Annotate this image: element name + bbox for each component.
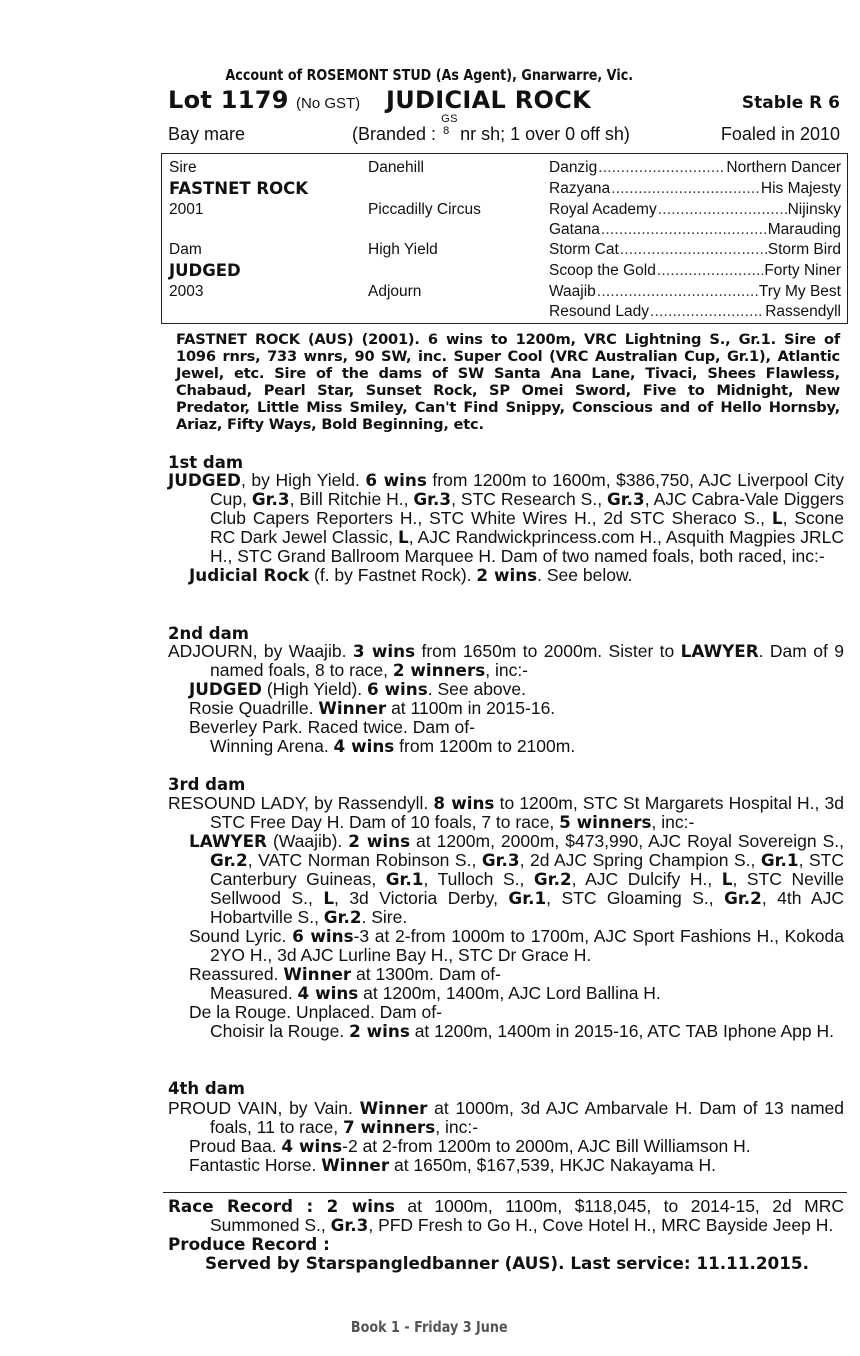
listed: L: [323, 888, 335, 908]
text: from 1200m to 1600m, $386,750, AJC Liverpool City Cup,: [210, 470, 844, 509]
progeny-entry: [168, 1022, 844, 1041]
text: (Waajib).: [266, 831, 349, 851]
text: (f. by Fastnet Rock).: [309, 565, 477, 585]
text: to 1200m, STC St Margarets Hospital H., 3d STC Free Day H. Dam of 10 foals, 7 to race,: [210, 793, 845, 832]
sire-dam: Piccadilly Circus: [368, 201, 481, 218]
consignor-line: Account of ROSEMONT STUD (As Agent), Gnarwarre, Vic.: [225, 66, 634, 84]
wins: Winner: [318, 698, 387, 718]
text: , by High Yield.: [240, 470, 366, 490]
produce-record-text: Served by Starspangledbanner (AUS). Last service: 11.11.2015.: [205, 1253, 809, 1273]
text: . Sire.: [361, 907, 408, 927]
g3-left: Royal Academy: [549, 201, 657, 218]
progeny-entry: [168, 1156, 844, 1175]
text: at 1200m, 2000m, $473,990, AJC Royal Sovereign S.,: [410, 831, 844, 851]
text: , Scone RC Dark Jewel Classic,: [210, 508, 844, 547]
brand-description: [352, 113, 630, 145]
brand-mark-bottom: 8: [443, 125, 450, 137]
text: at 1300m. Dam of-: [351, 964, 501, 984]
text: Reassured.: [189, 964, 284, 984]
wins: 8 wins: [433, 793, 495, 813]
first-dam-heading: 1st dam: [168, 453, 244, 472]
text: from 1650m to 2000m. Sister to: [415, 641, 681, 661]
g3-left: Gatana: [549, 221, 600, 238]
sire-summary: FASTNET ROCK (AUS) (2001). 6 wins to 1200m, VRC Lightning S., Gr.1. Sire of 1096 rnrs, 733 wnrs, 90 SW, inc. Super Cool (VRC Australian Cup, Gr.1), Atlantic Jewel, etc. Sire of the dams of SW Santa Ana Lane, Tivaci, Shees Flawless, Chabaud, Pearl Star, Sunset Rock, SP Omei Sword, Five to Midnight, New Predator, Little Miss Smiley, Can't Find Snippy, Conscious and of Hello Hornsby, Ariaz, Fifty Ways, Bold Beginning, etc.: [176, 331, 840, 433]
text: at 1650m, $167,539, HKJC Nakayama H.: [389, 1155, 716, 1175]
brand-prefix: (Branded :: [352, 124, 437, 144]
text: , AJC Dulcify H.,: [571, 869, 722, 889]
progeny-entry: [168, 927, 844, 965]
winners: 2 winners: [392, 660, 486, 680]
grade: Gr.3: [330, 1215, 369, 1235]
horse-name: JUDICIAL ROCK: [386, 86, 592, 114]
dam-dam: Adjourn: [368, 283, 422, 300]
sire-sire: Danehill: [368, 159, 425, 176]
sire-label: Sire: [169, 159, 197, 176]
text: . Dam of 9 named foals, 8 to race,: [210, 641, 844, 680]
third-dam-paragraph: [168, 794, 844, 832]
text: RESOUND LADY, by Rassendyll.: [168, 793, 434, 813]
progeny-entry: [168, 680, 844, 699]
pedigree-g3-row: [549, 241, 841, 259]
listed: L: [771, 508, 783, 528]
progeny-entry: [168, 699, 844, 718]
g3-left: Storm Cat: [549, 241, 619, 258]
horse-name: LAWYER: [680, 641, 759, 661]
g3-left: Waajib: [549, 283, 596, 300]
text: -3 at 2-from 1000m to 1700m, AJC Sport Fashions H., Kokoda 2YO H., 3d AJC Lurline Bay H., STC Dr Grace H.: [210, 926, 844, 965]
pedigree-g3-row: [549, 221, 841, 239]
second-dam-section: [168, 642, 844, 756]
listed: L: [398, 527, 409, 547]
winners: 5 winners: [559, 812, 652, 832]
grade: Gr.3: [607, 489, 645, 509]
progeny-entry: [168, 1003, 844, 1022]
progeny-entry: [168, 718, 844, 737]
grade: Gr.2: [724, 888, 762, 908]
foaled-year: Foaled in 2010: [720, 124, 840, 144]
third-dam-heading: 3rd dam: [168, 775, 246, 794]
g3-left: Scoop the Gold: [549, 262, 656, 279]
progeny-entry: [168, 965, 844, 984]
wins: Winner: [283, 964, 352, 984]
grade: Gr.1: [508, 888, 547, 908]
wins: 4 wins: [333, 736, 395, 756]
progeny-entry: [168, 832, 844, 927]
wins: 2 wins: [349, 1021, 410, 1041]
first-dam-section: [168, 471, 844, 585]
wins: Winner: [321, 1155, 390, 1175]
text: , Bill Ritchie H.,: [289, 489, 414, 509]
text: , PFD Fresh to Go H., Cove Hotel H., MRC Bayside Jeep H.: [368, 1215, 834, 1235]
g3-left: Danzig: [549, 159, 598, 176]
text: , VATC Norman Robinson S.,: [247, 850, 482, 870]
text: , STC Neville Sellwood S.,: [210, 869, 844, 908]
wins: 4 wins: [297, 983, 359, 1003]
pedigree-g3-row: [549, 180, 841, 198]
second-dam-heading: 2nd dam: [168, 624, 249, 643]
sire-year: 2001: [169, 201, 204, 218]
third-dam-section: [168, 794, 844, 1041]
pedigree-g3-row: [549, 159, 841, 177]
text: Beverley Park. Raced twice. Dam of-: [189, 717, 475, 737]
text: , AJC Cabra-Vale Diggers Club Capers Reporters H., STC White Wires H., 2d STC Sheraco S.,: [210, 489, 845, 528]
section-divider: [163, 1192, 847, 1193]
text: at 1000m, 3d AJC Ambarvale H. Dam of 13 named foals, 11 to race,: [210, 1098, 844, 1137]
text: Rosie Quadrille.: [189, 698, 319, 718]
pedigree-g3-row: [549, 283, 841, 301]
pedigree-g3-row: [549, 303, 841, 321]
text: Fantastic Horse.: [189, 1155, 322, 1175]
winners: 7 winners: [342, 1117, 436, 1137]
text: from 1200m to 2100m.: [394, 736, 576, 756]
race-record: [168, 1197, 844, 1235]
wins: Winner: [359, 1098, 428, 1118]
grade: Gr.2: [323, 907, 362, 927]
progeny-entry: [168, 1137, 844, 1156]
text: at 1200m, 1400m, AJC Lord Ballina H.: [358, 983, 661, 1003]
progeny-name: JUDGED: [189, 679, 262, 699]
text: , inc:-: [435, 1117, 479, 1137]
progeny-name: Judicial Rock: [189, 565, 310, 585]
brand-mark: [441, 113, 458, 140]
text: , STC Research S.,: [451, 489, 608, 509]
wins: 3 wins: [352, 641, 416, 661]
g3-right: His Majesty: [760, 180, 841, 197]
text: , Tulloch S.,: [423, 869, 534, 889]
grade: Gr.2: [533, 869, 572, 889]
fourth-dam-section: [168, 1099, 844, 1175]
produce-record: [168, 1254, 844, 1273]
wins: 6 wins: [365, 470, 427, 490]
text: Measured.: [210, 983, 298, 1003]
produce-record-label-line: [168, 1235, 844, 1254]
g3-right: Nijinsky: [787, 201, 841, 218]
stable-label: Stable R 6: [741, 93, 840, 113]
text: . See above.: [427, 679, 527, 699]
horse-sex: Bay mare: [168, 124, 246, 144]
g3-right: Try My Best: [758, 283, 841, 300]
progeny-entry: [168, 737, 844, 756]
text: . See below.: [537, 565, 633, 585]
wins: 2 wins: [326, 1196, 395, 1216]
dam-year: 2003: [169, 283, 204, 300]
text: Sound Lyric.: [189, 926, 293, 946]
pedigree-g3-row: [549, 201, 841, 219]
brand-mark-top: GS: [441, 113, 458, 125]
dam-label: Dam: [169, 241, 202, 258]
text: , AJC Randwickprincess.com H., Asquith Magpies JRLC H., STC Grand Ballroom Marquee H. Dam of two named foals, both raced, inc:-: [210, 527, 844, 566]
text: at 1000m, 1100m, $118,045, to 2014-15, 2d MRC Summoned S.,: [210, 1196, 844, 1235]
text: Choisir la Rouge.: [210, 1021, 350, 1041]
grade: Gr.1: [760, 850, 799, 870]
grade: Gr.1: [385, 869, 424, 889]
text: , inc:-: [485, 660, 529, 680]
progeny-entry: [168, 984, 844, 1003]
g3-right: Marauding: [767, 221, 841, 238]
listed: L: [721, 869, 733, 889]
second-dam-paragraph: [168, 642, 844, 680]
pedigree-table: [161, 153, 848, 324]
text: at 1200m, 1400m in 2015-16, ATC TAB Iphone App H.: [409, 1021, 834, 1041]
g3-left: Resound Lady: [549, 303, 649, 320]
text: , STC Gloaming S.,: [546, 888, 725, 908]
race-record-label: Race Record :: [168, 1196, 327, 1216]
wins: 6 wins: [367, 679, 428, 699]
text: De la Rouge. Unplaced. Dam of-: [189, 1002, 442, 1022]
g3-right: Forty Niner: [764, 262, 841, 279]
fourth-dam-heading: 4th dam: [168, 1079, 245, 1098]
text: (High Yield).: [261, 679, 368, 699]
text: , 4th AJC Hobartville S.,: [210, 888, 844, 927]
text: , 3d Victoria Derby,: [334, 888, 509, 908]
text: , inc:-: [651, 812, 695, 832]
wins: 2 wins: [348, 831, 411, 851]
lot-number: Lot 1179: [168, 86, 289, 114]
progeny-name: LAWYER: [189, 831, 267, 851]
text: Winning Arena.: [210, 736, 334, 756]
dam-name: JUDGED: [169, 261, 241, 280]
text: PROUD VAIN, by Vain.: [168, 1098, 360, 1118]
g3-left: Razyana: [549, 180, 611, 197]
dam-sire: High Yield: [368, 241, 438, 258]
grade: Gr.3: [481, 850, 520, 870]
text: Proud Baa.: [189, 1136, 282, 1156]
fourth-dam-paragraph: [168, 1099, 844, 1137]
wins: 2 wins: [476, 565, 538, 585]
text: , 2d AJC Spring Champion S.,: [519, 850, 761, 870]
sire-name: FASTNET ROCK: [169, 179, 308, 198]
wins: 4 wins: [281, 1136, 343, 1156]
race-record-section: [168, 1197, 844, 1273]
grade: Gr.3: [251, 489, 290, 509]
text: ADJOURN, by Waajib.: [168, 641, 353, 661]
gst-note: (No GST): [296, 95, 361, 112]
brand-suffix: nr sh; 1 over 0 off sh): [460, 124, 630, 144]
page-footer: Book 1 - Friday 3 June: [350, 1318, 508, 1336]
text: at 1100m in 2015-16.: [386, 698, 556, 718]
pedigree-g3-row: [549, 262, 841, 280]
g3-right: Rassendyll: [765, 303, 841, 320]
produce-record-label: Produce Record :: [168, 1234, 330, 1254]
progeny-entry: [168, 566, 844, 585]
g3-right: Northern Dancer: [726, 159, 841, 176]
dam-name: JUDGED: [168, 470, 241, 490]
grade: Gr.2: [210, 850, 248, 870]
text: -2 at 2-from 1200m to 2000m, AJC Bill Williamson H.: [342, 1136, 751, 1156]
grade: Gr.3: [413, 489, 452, 509]
wins: 6 wins: [292, 926, 354, 946]
g3-right: Storm Bird: [767, 241, 841, 258]
text: , STC Canterbury Guineas,: [210, 850, 844, 889]
first-dam-paragraph: [168, 471, 844, 566]
